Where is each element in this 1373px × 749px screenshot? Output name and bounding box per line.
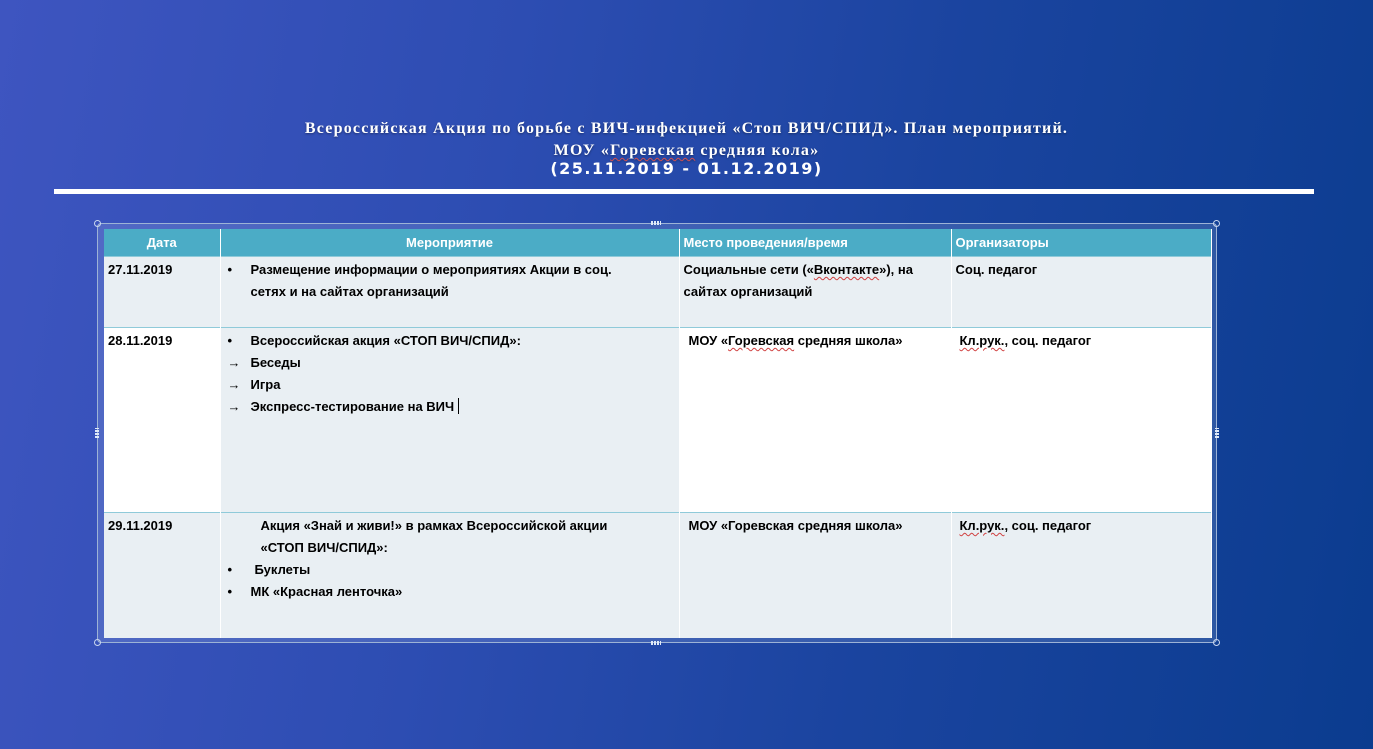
- corner-handle-tl[interactable]: [94, 220, 101, 227]
- cell-place[interactable]: Социальные сети («Вконтакте»), на сайтах организаций: [679, 257, 951, 328]
- arrow-right-icon: →: [227, 355, 241, 370]
- title-line-2: МОУ «Горевская средняя кола»: [553, 142, 820, 159]
- cell-event[interactable]: Акция «Знай и живи!» в рамках Всероссийской акции «СТОП ВИЧ/СПИД»: • Буклеты • МК «Красная ленточка»: [220, 513, 679, 638]
- text-cursor: [458, 398, 459, 414]
- corner-handle-bl[interactable]: [94, 639, 101, 646]
- header-event[interactable]: Мероприятие: [220, 229, 679, 257]
- table-row: [104, 328, 1211, 513]
- cell-date[interactable]: 27.11.2019: [104, 257, 220, 328]
- spellcheck-word: Кл.рук.: [959, 333, 1005, 348]
- events-table[interactable]: [104, 229, 1212, 638]
- top-resize-handle[interactable]: [651, 221, 661, 225]
- corner-handle-tr[interactable]: [1213, 220, 1220, 227]
- cell-date[interactable]: 28.11.2019: [104, 328, 220, 513]
- header-place[interactable]: Место проведения/время: [679, 229, 951, 257]
- table-row: [104, 257, 1211, 328]
- spellcheck-word: Кл.рук.: [959, 518, 1005, 533]
- cell-date[interactable]: 29.11.2019: [104, 513, 220, 638]
- bullet-icon: •: [227, 562, 233, 577]
- right-resize-handle[interactable]: [1215, 428, 1219, 438]
- table-header-row: [104, 229, 1211, 257]
- arrow-right-icon: →: [227, 399, 241, 414]
- arrow-right-icon: →: [227, 377, 241, 392]
- cell-organizers[interactable]: Кл.рук., соц. педагог: [951, 513, 1211, 638]
- bullet-icon: •: [227, 584, 233, 599]
- table-row: [104, 513, 1211, 638]
- header-date[interactable]: Дата: [104, 229, 220, 257]
- corner-handle-br[interactable]: [1213, 639, 1220, 646]
- header-organizers[interactable]: Организаторы: [951, 229, 1211, 257]
- bullet-icon: •: [227, 262, 233, 277]
- title-line-1: Всероссийская Акция по борьбе с ВИЧ-инфекцией «Стоп ВИЧ/СПИД». План мероприятий.: [304, 120, 1069, 137]
- spellcheck-word: Вконтакте: [813, 262, 880, 277]
- bullet-icon: •: [227, 333, 233, 348]
- cell-organizers[interactable]: Кл.рук., соц. педагог: [951, 328, 1211, 513]
- slide-title: [0, 118, 1373, 180]
- title-divider: [54, 189, 1314, 194]
- cell-organizers[interactable]: Соц. педагог: [951, 257, 1211, 328]
- spellcheck-word: Горевская: [728, 333, 795, 348]
- left-resize-handle[interactable]: [95, 428, 99, 438]
- cell-place[interactable]: МОУ «Горевская средняя школа»: [679, 328, 951, 513]
- bottom-resize-handle[interactable]: [651, 641, 661, 645]
- cell-place[interactable]: МОУ «Горевская средняя школа»: [679, 513, 951, 638]
- title-date-range: (25.11.2019 - 01.12.2019): [550, 159, 823, 178]
- cell-event[interactable]: • Размещение информации о мероприятиях Акции в соц. сетях и на сайтах организаций: [220, 257, 679, 328]
- spellcheck-word: Горевская: [610, 142, 696, 159]
- cell-event[interactable]: • Всероссийская акция «СТОП ВИЧ/СПИД»: → Беседы → Игра → Экспресс-тестирование на ВИЧ: [220, 328, 679, 513]
